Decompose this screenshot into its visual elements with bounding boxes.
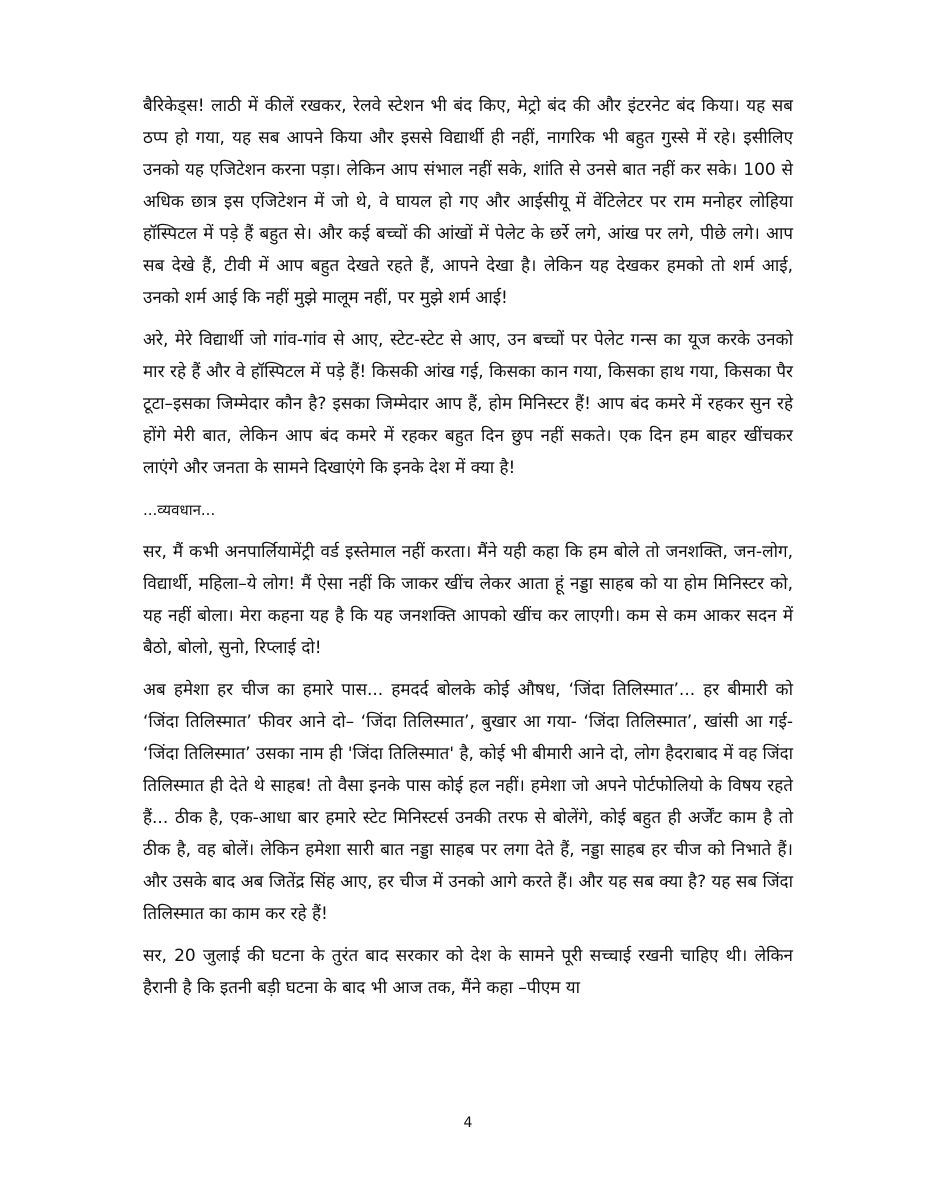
paragraph-2: अरे, मेरे विद्यार्थी जो गांव-गांव से आए, स्टेट-स्टेट से आए, उन बच्चों पर पेलेट गन्स का यूज करके उनको मार रहे हैं और वे हॉस्पिटल में पड़े हैं! किसकी आंख गई, किसका कान गया, किसका हाथ गया, किसका पैर टूटा–इसका जिम्मेदार कौन है? इसका जिम्मेदार आप हैं, होम मिनिस्टर हैं! आप बंद कमरे में रहकर सुन रहे होंगे मेरी बात, लेकिन आप बंद कमरे में रहकर बहुत दिन छुप नहीं सकते। एक दिन हम बाहर खींचकर लाएंगे और जनता के सामने दिखाएंगे कि इनके देश में क्या है! [143, 330, 793, 478]
paragraph-5: सर, 20 जुलाई की घटना के तुरंत बाद सरकार को देश के सामने पूरी सच्चाई रखनी चाहिए थी। लेकिन हैरानी है कि इतनी बड़ी घटना के बाद भी आज तक, मैंने कहा –पीएम या [143, 946, 793, 998]
paragraph-4: अब हमेशा हर चीज का हमारे पास... हमदर्द बोलके कोई औषध, ‘जिंदा तिलिस्मात’... हर बीमारी को ‘जिंदा तिलिस्मात’ फीवर आने दो– ‘जिंदा तिलिस्मात’, बुखार आ गया- ‘जिंदा तिलिस्मात’, खांसी आ गई- ‘जिंदा तिलिस्मात’ उसका नाम ही 'जिंदा तिलिस्मात' है, कोई भी बीमारी आने दो, लोग हैदराबाद में वह जिंदा तिलिस्मात ही देते थे साहब! तो वैसा इनके पास कोई हल नहीं। हमेशा जो अपने पोर्टफोलियो के विषय रहते हैं... ठीक है, एक-आधा बार हमारे स्टेट मिनिस्टर्स उनकी तरफ से बोलेंगे, कोई बहुत ही अर्जेंट काम है तो ठीक है, वह बोलें। लेकिन हमेशा सारी बात नड्डा साहब पर लगा देते हैं, नड्डा साहब हर चीज को निभाते हैं। और उसके बाद अब जितेंद्र सिंह आए, हर चीज में उनको आगे करते हैं। और यह सब क्या है? यह सब जिंदा तिलिस्मात का काम कर रहे हैं! [143, 680, 793, 924]
document-body [143, 90, 793, 1014]
paragraph-1: बैरिकेड्स! लाठी में कीलें रखकर, रेलवे स्टेशन भी बंद किए, मेट्रो बंद की और इंटरनेट बंद किया। यह सब ठप्प हो गया, यह सब आपने किया और इससे विद्यार्थी ही नहीं, नागरिक भी बहुत गुस्से में रहे। इसीलिए उनको यह एजिटेशन करना पड़ा। लेकिन आप संभाल नहीं सके, शांति से उनसे बात नहीं कर सके। 100 से अधिक छात्र इस एजिटेशन में जो थे, वे घायल हो गए और आईसीयू में वेंटिलेटर पर राम मनोहर लोहिया हॉस्पिटल में पड़े हैं बहुत से। और कई बच्चों की आंखों में पेलेट के छर्रे लगे, आंख पर लगे, पीछे लगे। आप सब देखे हैं, टीवी में आप बहुत देखते रहते हैं, आपने देखा है। लेकिन यह देखकर हमको तो शर्म आई, उनको शर्म आई कि नहीं मुझे मालूम नहीं, पर मुझे शर्म आई! [143, 96, 793, 308]
paragraph-3: सर, मैं कभी अनपार्लियामेंट्री वर्ड इस्तेमाल नहीं करता। मैंने यही कहा कि हम बोले तो जनशक्ति, जन-लोग, विद्यार्थी, महिला–ये लोग! मैं ऐसा नहीं कि जाकर खींच लेकर आता हूं नड्डा साहब को या होम मिनिस्टर को, यह नहीं बोला। मेरा कहना यह है कि यह जनशक्ति आपको खींच कर लाएगी। कम से कम आकर सदन में बैठो, बोलो, सुनो, रिप्लाई दो! [143, 542, 793, 658]
page-number: 4 [463, 1115, 473, 1131]
interruption-note: ...व्यवधान... [143, 501, 216, 519]
